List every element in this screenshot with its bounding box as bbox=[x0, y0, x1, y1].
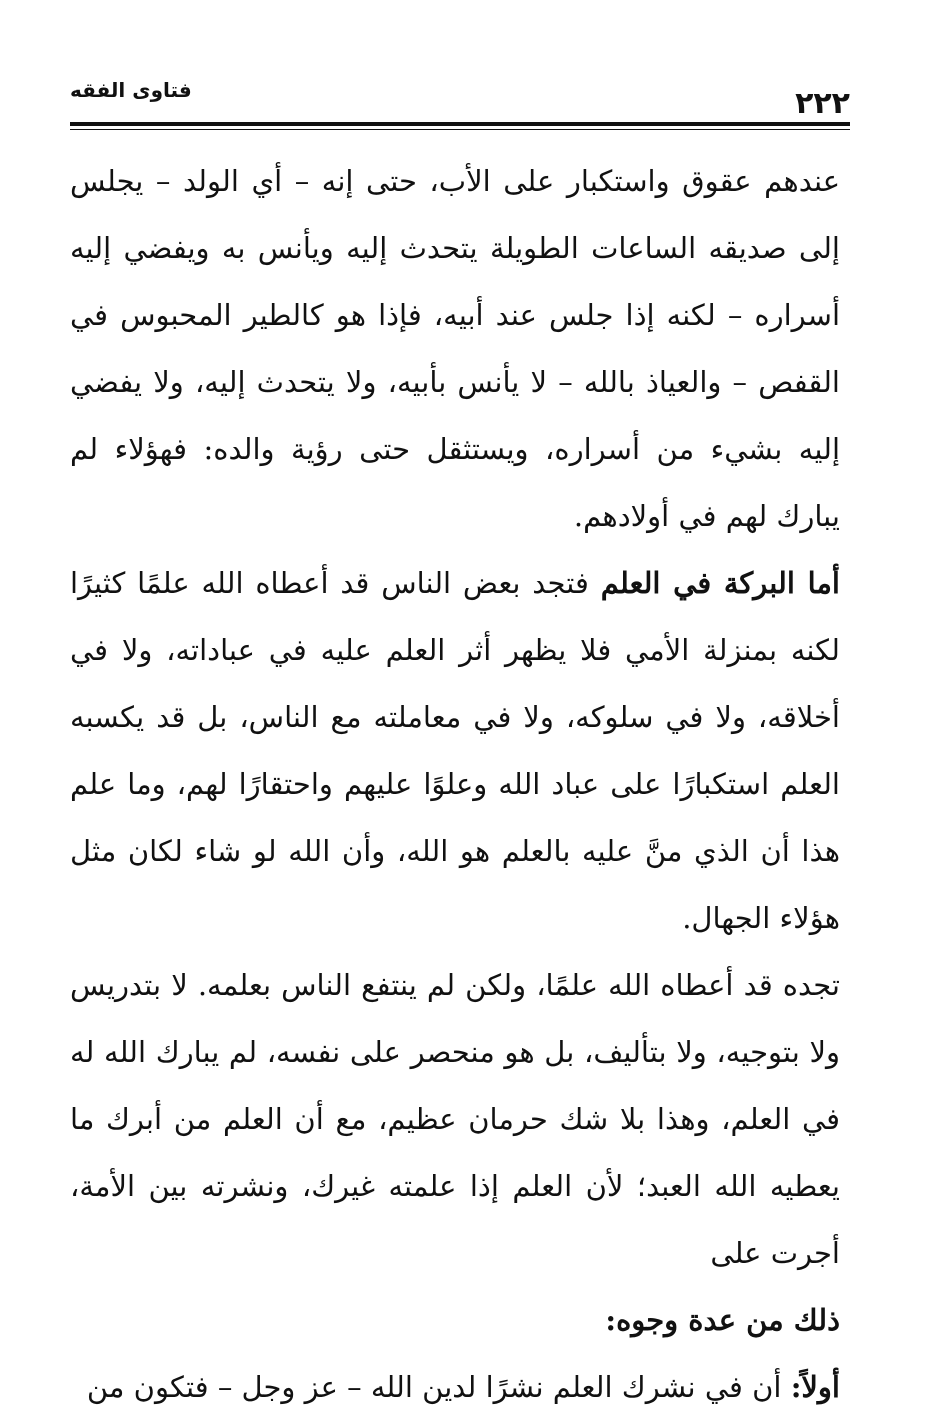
paragraph-text: تجده قد أعطاه الله علمًا، ولكن لم ينتفع الناس بعلمه. لا بتدريس ولا بتوجيه، ولا بتأليف، بل هو منحصر على نفسه، لم يبارك الله له في العلم، وهذا بلا شك حرمان عظيم، مع أن العلم من أبرك ما يعطيه الله العبد؛ لأن العلم إذا علمته غيرك، ونشرته بين الأمة، أجرت على bbox=[70, 968, 840, 1270]
paragraph-lead: أولاً: bbox=[790, 1370, 840, 1404]
header-rule-thick bbox=[70, 122, 850, 126]
paragraph bbox=[70, 952, 840, 1287]
running-title: فتاوى الفقه bbox=[70, 78, 192, 102]
header-rule-thin bbox=[70, 129, 850, 130]
page-number: ٢٢٢ bbox=[795, 86, 850, 121]
paragraph bbox=[70, 550, 840, 952]
page-body bbox=[70, 148, 840, 1421]
paragraph bbox=[70, 148, 840, 550]
paragraph-text: فتجد بعض الناس قد أعطاه الله علمًا كثيرًا لكنه بمنزلة الأمي فلا يظهر أثر العلم عليه في عباداته، ولا في أخلاقه، ولا في سلوكه، ولا في معاملته مع الناس، بل قد يكسبه العلم استكبارًا على عباد الله وعلوًا عليهم واحتقارًا لهم، وما علم هذا أن الذي منَّ عليه بالعلم هو الله، وأن الله لو شاء لكان مثل هؤلاء الجهال. bbox=[70, 566, 840, 935]
paragraph bbox=[70, 1287, 840, 1354]
paragraph-lead: ذلك من عدة وجوه: bbox=[605, 1303, 840, 1337]
paragraph-text: أن في نشرك العلم نشرًا لدين الله – عز وجل – فتكون من bbox=[86, 1370, 791, 1404]
paragraph-text: عندهم عقوق واستكبار على الأب، حتى إنه – أي الولد – يجلس إلى صديقه الساعات الطويلة يتحدث إليه ويأنس به ويفضي إليه أسراره – لكنه إذا جلس عند أبيه، فإذا هو كالطير المحبوس في القفص – والعياذ بالله – لا يأنس بأبيه، ولا يتحدث إليه، ولا يفضي إليه بشيء من أسراره، ويستثقل حتى رؤية والده: فهؤلاء لم يبارك لهم في أولادهم. bbox=[70, 164, 840, 533]
paragraph bbox=[70, 1354, 840, 1421]
page-header bbox=[70, 72, 850, 122]
paragraph-lead: أما البركة في العلم bbox=[600, 566, 840, 600]
